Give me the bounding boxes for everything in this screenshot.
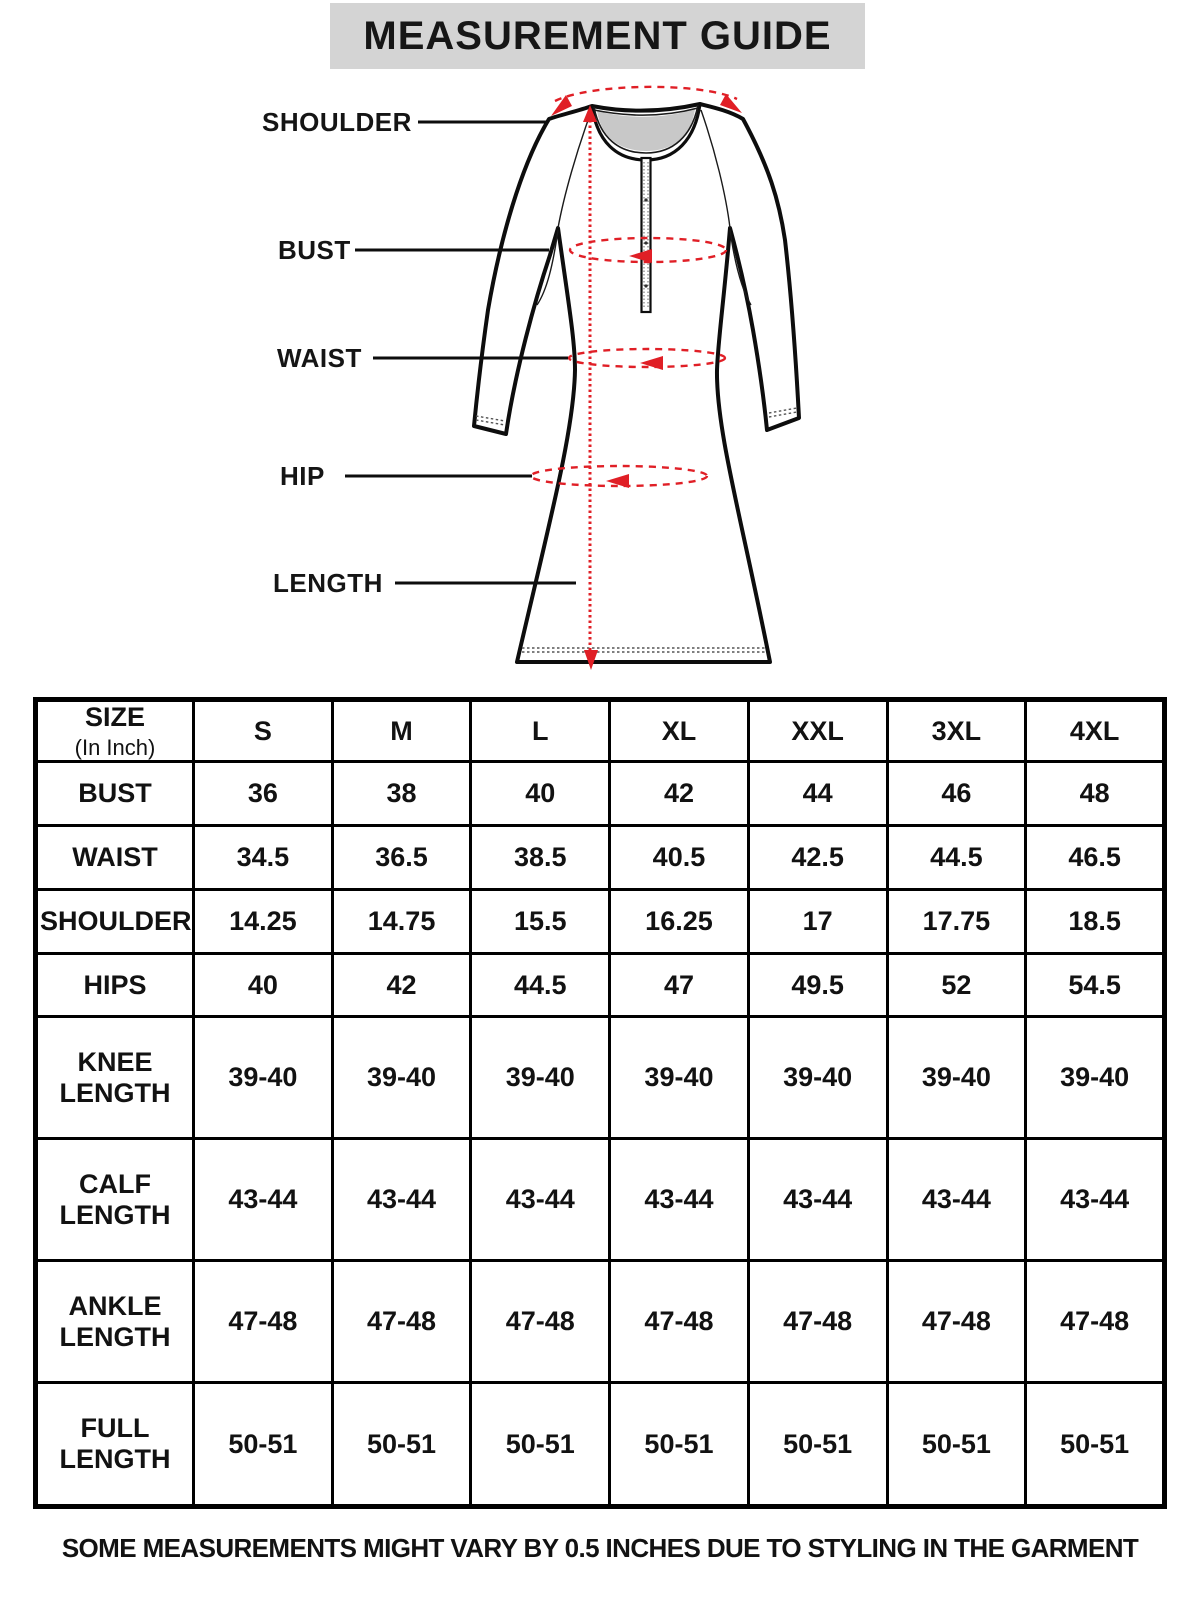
table-cell: 14.75 [332, 889, 471, 953]
row-label: KNEE LENGTH [36, 1017, 194, 1139]
table-cell: 43-44 [748, 1139, 887, 1261]
table-cell: 39-40 [887, 1017, 1026, 1139]
table-cell: 39-40 [332, 1017, 471, 1139]
table-cell: 38 [332, 762, 471, 826]
table-cell: 43-44 [332, 1139, 471, 1261]
table-cell: 49.5 [748, 953, 887, 1017]
table-cell: 42 [610, 762, 749, 826]
table-cell: 15.5 [471, 889, 610, 953]
table-cell: 44.5 [471, 953, 610, 1017]
table-cell: 44 [748, 762, 887, 826]
size-col-xxl: XXL [748, 700, 887, 762]
table-cell: 50-51 [610, 1383, 749, 1507]
diagram-label-length: LENGTH [273, 568, 383, 598]
table-cell: 42 [332, 953, 471, 1017]
size-col-4xl: 4XL [1026, 700, 1165, 762]
table-cell: 43-44 [610, 1139, 749, 1261]
table-row [36, 762, 1165, 826]
size-col-3xl: 3XL [887, 700, 1026, 762]
table-cell: 14.25 [194, 889, 333, 953]
size-unit-label: (In Inch) [74, 735, 156, 761]
table-row [36, 1383, 1165, 1507]
table-cell: 47-48 [332, 1261, 471, 1383]
table-cell: 39-40 [748, 1017, 887, 1139]
garment-diagram-svg [0, 0, 1200, 692]
garment-outline [474, 104, 799, 662]
row-label: ANKLE LENGTH [36, 1261, 194, 1383]
table-cell: 48 [1026, 762, 1165, 826]
table-cell: 16.25 [610, 889, 749, 953]
size-header-label: SIZE [84, 702, 145, 732]
table-cell: 50-51 [194, 1383, 333, 1507]
diagram-label-shoulder: SHOULDER [262, 107, 412, 137]
table-cell: 36 [194, 762, 333, 826]
table-row [36, 953, 1165, 1017]
table-cell: 47 [610, 953, 749, 1017]
table-cell: 34.5 [194, 826, 333, 890]
size-col-l: L [471, 700, 610, 762]
table-cell: 39-40 [1026, 1017, 1165, 1139]
size-chart-table [33, 697, 1167, 1509]
table-cell: 39-40 [471, 1017, 610, 1139]
row-label: HIPS [36, 953, 194, 1017]
row-label: SHOULDER [36, 889, 194, 953]
table-cell: 17 [748, 889, 887, 953]
table-cell: 50-51 [471, 1383, 610, 1507]
placket [642, 158, 651, 312]
table-cell: 47-48 [194, 1261, 333, 1383]
table-cell: 52 [887, 953, 1026, 1017]
row-label: CALF LENGTH [36, 1139, 194, 1261]
size-col-s: S [194, 700, 333, 762]
table-cell: 40 [194, 953, 333, 1017]
table-cell: 54.5 [1026, 953, 1165, 1017]
table-cell: 50-51 [887, 1383, 1026, 1507]
table-cell: 40.5 [610, 826, 749, 890]
size-col-xl: XL [610, 700, 749, 762]
table-cell: 40 [471, 762, 610, 826]
table-cell: 17.75 [887, 889, 1026, 953]
table-cell: 47-48 [1026, 1261, 1165, 1383]
table-cell: 18.5 [1026, 889, 1165, 953]
size-unit-header [36, 700, 194, 762]
table-cell: 47-48 [748, 1261, 887, 1383]
table-header-row [36, 700, 1165, 762]
table-row [36, 826, 1165, 890]
table-cell: 46.5 [1026, 826, 1165, 890]
row-label: BUST [36, 762, 194, 826]
table-cell: 39-40 [194, 1017, 333, 1139]
row-label: FULL LENGTH [36, 1383, 194, 1507]
diagram-label-hip: HIP [280, 461, 325, 491]
footer-note: SOME MEASUREMENTS MIGHT VARY BY 0.5 INCHES DUE TO STYLING IN THE GARMENT [61, 1533, 1139, 1563]
table-cell: 42.5 [748, 826, 887, 890]
table-cell: 43-44 [471, 1139, 610, 1261]
size-table-body [36, 762, 1165, 1507]
row-label: WAIST [36, 826, 194, 890]
table-cell: 47-48 [471, 1261, 610, 1383]
table-cell: 46 [887, 762, 1026, 826]
diagram-label-waist: WAIST [277, 343, 362, 373]
table-cell: 50-51 [748, 1383, 887, 1507]
page-title: MEASUREMENT GUIDE [363, 13, 832, 58]
table-row [36, 1017, 1165, 1139]
table-cell: 43-44 [1026, 1139, 1165, 1261]
table-cell: 50-51 [332, 1383, 471, 1507]
size-col-m: M [332, 700, 471, 762]
table-cell: 43-44 [887, 1139, 1026, 1261]
table-cell: 39-40 [610, 1017, 749, 1139]
table-cell: 44.5 [887, 826, 1026, 890]
table-row [36, 1139, 1165, 1261]
table-cell: 36.5 [332, 826, 471, 890]
table-cell: 47-48 [610, 1261, 749, 1383]
table-row [36, 889, 1165, 953]
diagram-label-bust: BUST [278, 235, 351, 265]
table-cell: 47-48 [887, 1261, 1026, 1383]
table-cell: 50-51 [1026, 1383, 1165, 1507]
table-cell: 43-44 [194, 1139, 333, 1261]
table-cell: 38.5 [471, 826, 610, 890]
table-row [36, 1261, 1165, 1383]
